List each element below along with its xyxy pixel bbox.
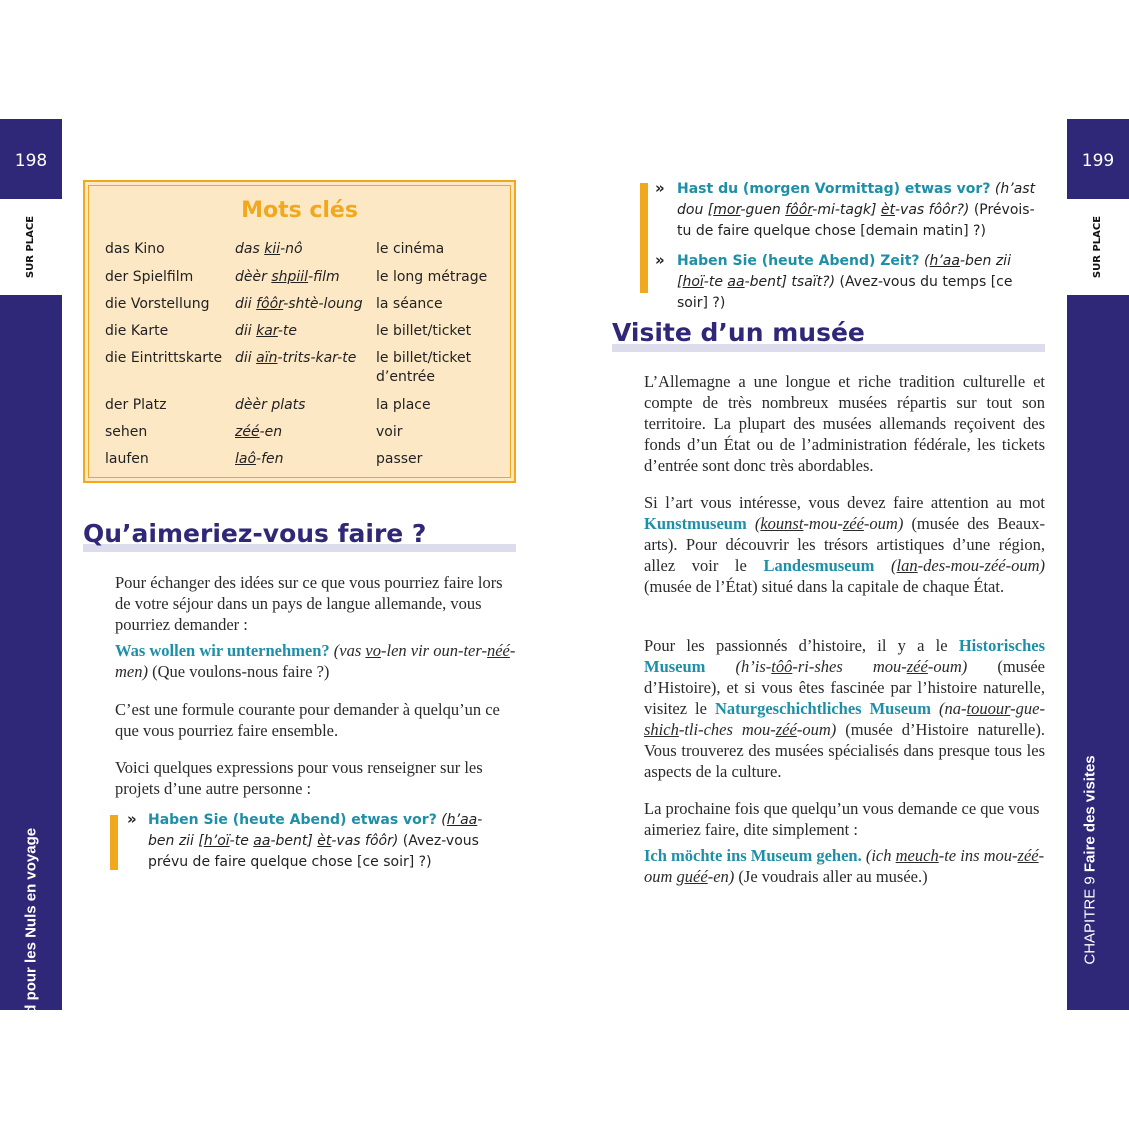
pronunciation: (vas vo-len vir oun-ter-néé-men)	[115, 641, 516, 681]
example-quote	[148, 810, 508, 873]
keyword-german: die Eintrittskarte	[105, 350, 223, 366]
paragraph: L’Allemagne a une longue et riche tradition culturelle et compte de très nombreux musées répartis sur tout son territoire. La plupart des musées allemands reçoivent des fonds d’un État ou de l’administration fédérale, les tickets d’entrée sont donc très abordables.	[644, 372, 1045, 475]
translation: (Prévois-tu de faire quelque chose [demain matin] ?)	[677, 202, 1035, 239]
text: (musée de l’État) situé dans la capitale de chaque État.	[644, 577, 1005, 596]
german-term: Kunstmuseum	[644, 514, 747, 533]
keyword-german: die Karte	[105, 323, 169, 339]
keyword-pronunciation: dèèr shpiil-film	[235, 269, 340, 285]
translation: (Que voulons-nous faire ?)	[147, 662, 330, 681]
keyword-french: le long métrage	[376, 269, 488, 285]
paragraph: C’est une formule courante pour demander à quelqu’un ce que vous pourriez faire ensemble.	[115, 700, 500, 740]
side-band-right	[1067, 295, 1129, 1010]
page-number-left: 198	[0, 119, 62, 199]
pronunciation: (h’aa-ben zii [hoï-te aa-bent] tsaït?)	[677, 253, 1011, 290]
side-band-left	[0, 295, 62, 1083]
german-phrase: Was wollen wir unternehmen?	[115, 641, 330, 660]
example-sentence	[115, 640, 520, 682]
keyword-german: das Kino	[105, 241, 165, 257]
keywords-box	[83, 180, 516, 483]
text: Pour les passionnés d’histoire, il y a le	[644, 636, 959, 655]
paragraph	[644, 492, 1045, 597]
german-term: Landesmuseum	[763, 556, 875, 575]
keyword-german: die Vorstellung	[105, 296, 210, 312]
paragraph: Voici quelques expressions pour vous renseigner sur les projets d’une autre personne :	[115, 758, 483, 798]
keyword-pronunciation: dii aïn-trits-kar-te	[235, 350, 357, 366]
chevron-right-icon: »	[655, 251, 665, 269]
german-term: Historisches Museum	[644, 636, 1045, 676]
text: Si l’art vous intéresse, vous devez faire attention au mot	[644, 493, 1045, 512]
pronunciation: (ich meuch-te ins mou-zéé-oum guéé-en)	[644, 846, 1045, 886]
keyword-french: passer	[376, 451, 423, 467]
translation: (Avez-vous prévu de faire quelque chose [ce soir] ?)	[148, 833, 479, 870]
german-phrase: Ich möchte ins Museum gehen.	[644, 846, 862, 865]
translation: (Je voudrais aller au musée.)	[734, 867, 928, 886]
keyword-pronunciation: dii fôôr-shtè-loung	[235, 296, 363, 312]
chapter-number: CHAPITRE 9	[1081, 876, 1099, 965]
german-term: Naturgeschichtliches Museum	[714, 699, 931, 718]
chevron-right-icon: »	[127, 810, 137, 828]
paragraph	[644, 635, 1045, 782]
german-phrase: Haben Sie (heute Abend) etwas vor?	[148, 812, 437, 828]
pronunciation: (kounst-mou-zéé-oum)	[746, 514, 904, 533]
german-phrase: Haben Sie (heute Abend) Zeit?	[677, 253, 920, 269]
keyword-german: der Platz	[105, 397, 167, 413]
quote-bar	[110, 815, 118, 870]
example-quote	[677, 179, 1039, 242]
quote-bar	[640, 183, 648, 293]
paragraph: La prochaine fois que quelqu’un vous demande ce que vous aimeriez faire, dite simplement :	[644, 799, 1040, 839]
keywords-title: Mots clés	[241, 198, 358, 223]
paragraph: Pour échanger des idées sur ce que vous pourriez faire lors de votre séjour dans un pays de langue allemande, vous pourriez demander :	[115, 573, 503, 634]
section-tab-label: SUR PLACE	[1092, 215, 1103, 279]
keyword-pronunciation: zéé-en	[235, 424, 283, 440]
section-tab-right	[1067, 199, 1129, 295]
keyword-pronunciation: laô-fen	[235, 451, 284, 467]
text: (musée d’Histoire), et si vous êtes fascinée par l’histoire naturelle, visitez le	[644, 657, 1045, 718]
keyword-pronunciation: dèèr plats	[235, 397, 306, 413]
keyword-french: le billet/ticket	[376, 323, 472, 339]
keyword-french: le billet/ticket d’entrée	[376, 350, 472, 385]
book-title-side: L’allemand pour les Nuls en voyage	[22, 827, 40, 1083]
text: (musée des Beaux-arts). Pour découvrir les trésors artistiques d’une région, allez voir le	[644, 514, 1045, 575]
example-sentence	[644, 845, 1045, 887]
example-quote	[677, 251, 1039, 314]
pronunciation: (h’aa-ben zii [h’oï-te aa-bent] èt-vas fôôr)	[148, 812, 483, 849]
chapter-title: Faire des visites	[1081, 755, 1099, 873]
keyword-german: laufen	[105, 451, 149, 467]
keyword-french: la séance	[376, 296, 443, 312]
keyword-pronunciation: dii kar-te	[235, 323, 297, 339]
keyword-french: le cinéma	[376, 241, 445, 257]
translation: (Avez-vous du temps [ce soir] ?)	[677, 274, 1013, 311]
section-tab-label: SUR PLACE	[25, 215, 36, 279]
keyword-german: sehen	[105, 424, 148, 440]
keyword-german: der Spielfilm	[105, 269, 194, 285]
section-heading-right: Visite d’un musée	[612, 318, 865, 347]
text: (musée d’Histoire naturelle). Vous trouverez des musées spécialisés dans presque tous les aspects de la culture.	[644, 720, 1045, 781]
page-number-right: 199	[1067, 119, 1129, 199]
pronunciation: (h’is-tôô-ri-shes mou-zéé-oum)	[705, 657, 968, 676]
chevron-right-icon: »	[655, 179, 665, 197]
keyword-french: la place	[376, 397, 431, 413]
pronunciation: (lan-des-mou-zéé-oum)	[874, 556, 1045, 575]
section-tab-left	[0, 199, 62, 295]
chapter-side	[1082, 755, 1099, 964]
keyword-pronunciation: das kii-nô	[235, 241, 303, 257]
keyword-french: voir	[376, 424, 403, 440]
pronunciation: (na-touour-gue-shich-tli-ches mou-zéé-oum)	[644, 699, 1045, 739]
pronunciation: (h’ast dou [mor-guen fôôr-mi-tagk] èt-vas fôôr?)	[677, 181, 1036, 218]
section-heading-left: Qu’aimeriez-vous faire ?	[83, 519, 427, 548]
german-phrase: Hast du (morgen Vormittag) etwas vor?	[677, 181, 991, 197]
